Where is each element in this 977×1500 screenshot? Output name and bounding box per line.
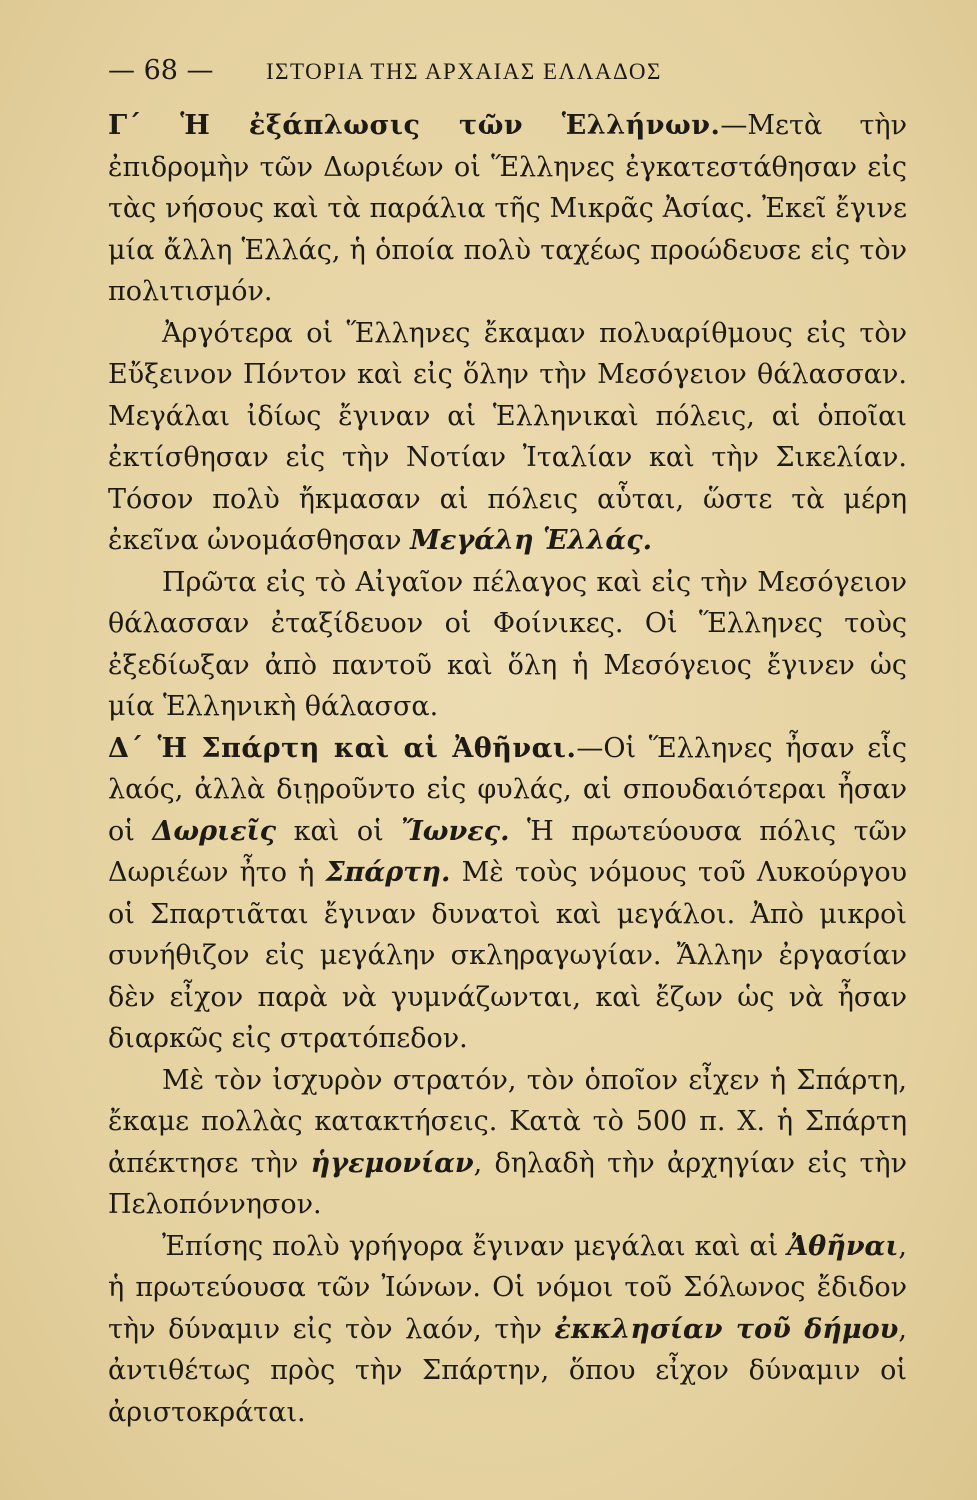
running-head xyxy=(108,55,907,99)
paragraph-athens xyxy=(108,1226,907,1434)
section-expansion-paragraph xyxy=(108,105,907,313)
paragraph-text: Πρῶτα εἰς τὸ Αἰγαῖον πέλαγος καὶ εἰς τὴν Μεσόγειον θάλασσαν ἐταξίδευον οἱ Φοίνικες. Οἱ Ἕλληνες τοὺς ἐξεδίωξαν ἀπὸ παντοῦ καὶ ὅλη ἡ Μεσόγειος ἔγινεν ὡς μία Ἑλληνικὴ θάλασσα. xyxy=(108,566,907,722)
body-text xyxy=(108,105,907,1433)
paragraph-text: Μὲ τὸν ἰσχυρὸν στρατόν, τὸν ὁποῖον εἶχεν ἡ Σπάρτη, ἔκαμε πολλὰς κατακτήσεις. Κατὰ τὸ 500 π. Χ. ἡ Σπάρτη ἀπέκτησε τὴν xyxy=(108,1064,907,1179)
term-ekklisia: ἐκκλησίαν τοῦ δήμου xyxy=(554,1313,899,1345)
term-dorians: Δωριεῖς xyxy=(152,815,277,847)
section-heading-expansion: Γ΄ Ἡ ἐξάπλωσις τῶν Ἑλλήνων. xyxy=(108,110,721,141)
book-title: ΙΣΤΟΡΙΑ ΤΗΣ ΑΡΧΑΙΑΣ ΕΛΛΑΔΟΣ xyxy=(266,59,662,84)
term-megali-ellas: Μεγάλη Ἑλλάς. xyxy=(410,525,653,556)
term-athens: Ἀθῆναι xyxy=(787,1230,899,1262)
term-ionians: Ἴωνες. xyxy=(401,815,510,847)
paragraph-phoenicians xyxy=(108,562,907,728)
paragraph-text: , δηλαδὴ τὴν ἀρχηγίαν εἰς τὴν Πελοπόννησον. xyxy=(108,1147,907,1220)
paragraph-text: Ἡ πρωτεύουσα πόλις τῶν Δωριέων ἦτο ἡ xyxy=(108,815,907,888)
paragraph-text: Ἐπίσης πολὺ γρήγορα ἔγιναν μεγάλαι καὶ αἱ xyxy=(162,1230,788,1262)
paragraph-text: —Οἱ Ἕλληνες ἦσαν εἷς λαός, ἀλλὰ διῃροῦντο εἰς φυλάς, αἱ σπουδαιότεραι ἦσαν οἱ xyxy=(108,732,907,847)
paragraph-hegemony xyxy=(108,1060,907,1226)
paragraph-text: —Μετὰ τὴν ἐπιδρομὴν τῶν Δωριέων οἱ Ἕλληνες ἐγκατεστάθησαν εἰς τὰς νήσους καὶ τὰ παράλια τῆς Μικρᾶς Ἀσίας. Ἐκεῖ ἔγινε μία ἄλλη Ἑλλάς, ἡ ὁποία πολὺ ταχέως προώδευσε εἰς τὸν πολιτισμόν. xyxy=(108,110,907,307)
term-hegemony: ἡγεμονίαν xyxy=(310,1147,474,1179)
section-heading-sparta-athens: Δ΄ Ἡ Σπάρτη καὶ αἱ Ἀθῆναι. xyxy=(108,732,577,764)
section-sparta-athens-paragraph xyxy=(108,728,907,1060)
term-sparta: Σπάρτη. xyxy=(325,857,451,888)
paragraph-colonies xyxy=(108,313,907,562)
paragraph-text: , ἀντιθέτως πρὸς τὴν Σπάρτην, ὅπου εἶχον δύναμιν οἱ ἀριστοκράται. xyxy=(108,1313,908,1428)
paragraph-text: Μὲ τοὺς νόμους τοῦ Λυκούργου οἱ Σπαρτιᾶται ἔγιναν δυνατοὶ καὶ μεγάλοι. Ἀπὸ μικροὶ συνήθιζον εἰς μεγάλην σκληραγωγίαν. Ἄλλην ἐργασίαν δὲν εἶχον παρὰ νὰ γυμνάζωνται, καὶ ἔζων ὡς νὰ ἦσαν διαρκῶς εἰς στρατόπεδον. xyxy=(108,857,907,1054)
page-number: — 68 — xyxy=(108,55,214,86)
paragraph-text: καὶ οἱ xyxy=(276,815,402,847)
paragraph-text: , ἡ πρωτεύουσα τῶν Ἰώνων. Οἱ νόμοι τοῦ Σόλωνος ἔδιδον τὴν δύναμιν εἰς τὸν λαόν, τὴν xyxy=(108,1230,907,1345)
paragraph-text: Ἀργότερα οἱ Ἕλληνες ἔκαμαν πολυαρίθμους εἰς τὸν Εὔξεινον Πόντον καὶ εἰς ὅλην τὴν Μεσόγειον θάλασσαν. Μεγάλαι ἰδίως ἔγιναν αἱ Ἑλληνικαὶ πόλεις, αἱ ὁποῖαι ἐκτίσθησαν εἰς τὴν Νοτίαν Ἰταλίαν καὶ τὴν Σικελίαν. Τόσον πολὺ ἤκμασαν αἱ πόλεις αὗται, ὥστε τὰ μέρη ἐκεῖνα ὠνομάσθησαν xyxy=(108,317,907,556)
